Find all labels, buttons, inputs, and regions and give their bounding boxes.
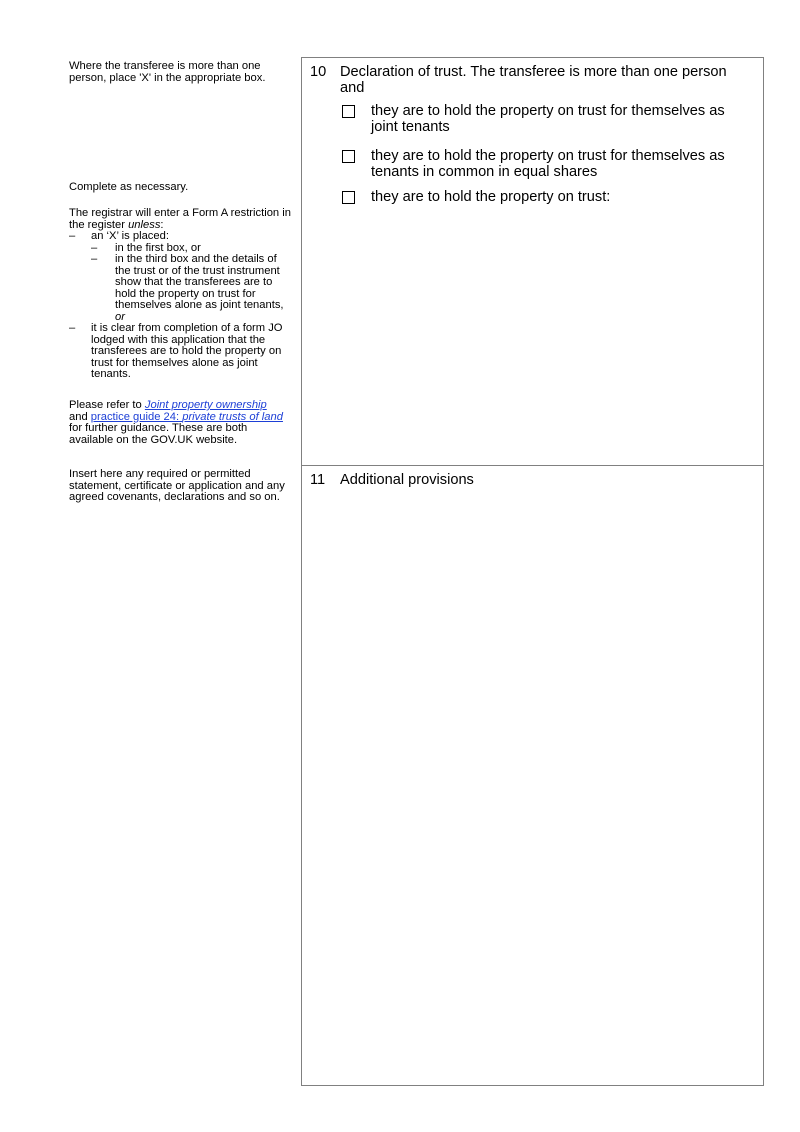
joint-property-ownership-link[interactable] bbox=[145, 399, 267, 411]
panel-declaration-of-trust bbox=[301, 57, 764, 466]
panel-11-title: Additional provisions bbox=[340, 472, 474, 488]
panel-10-number: 10 bbox=[310, 64, 327, 80]
checkbox-hold-on-trust[interactable] bbox=[342, 191, 355, 204]
note-more-than-one-text: Where the transferee is more than one person, place 'X' in the appropriate box. bbox=[69, 60, 266, 84]
note-insert bbox=[69, 469, 287, 504]
practice-guide-24-link[interactable] bbox=[91, 411, 283, 423]
note-complete bbox=[69, 182, 289, 194]
sub-condition-third-box-text: in the third box and the details of the trust or of the trust instrument show that the transferees are to hold the property on trust for themselves alone as joint tenants, bbox=[115, 253, 284, 311]
guidance-prefix: Please refer to bbox=[69, 399, 145, 411]
sub-condition-or: or bbox=[115, 310, 125, 323]
registrar-intro-text: The registrar will enter a Form A restriction in the register bbox=[69, 207, 291, 231]
practice-guide-24-link-text: practice guide 24: bbox=[90, 410, 183, 423]
sub-condition-third-box bbox=[91, 254, 294, 323]
checkbox-tenants-in-common[interactable] bbox=[342, 150, 355, 163]
guidance-suffix: for further guidance. These are both available on the GOV.UK website. bbox=[69, 422, 248, 446]
guidance-note bbox=[69, 400, 287, 446]
joint-property-ownership-link-text: Joint property ownership bbox=[144, 399, 267, 411]
trust-details-field[interactable] bbox=[370, 212, 750, 452]
note-more-than-one bbox=[69, 61, 284, 84]
option-joint-tenants-label: they are to hold the property on trust for themselves as joint tenants bbox=[371, 103, 725, 135]
option-hold-on-trust[interactable] bbox=[342, 189, 742, 205]
panel-10-title: Declaration of trust. The transferee is more than one person and bbox=[340, 64, 727, 96]
guidance-and: and bbox=[69, 410, 91, 423]
option-hold-on-trust-label: they are to hold the property on trust: bbox=[371, 189, 611, 205]
note-insert-text: Insert here any required or permitted statement, certificate or application and any agreed covenants, declarations and so on. bbox=[69, 468, 285, 503]
guidance-text bbox=[69, 400, 287, 446]
registrar-conditions-list bbox=[69, 231, 294, 381]
option-joint-tenants[interactable] bbox=[342, 103, 742, 135]
additional-provisions-field[interactable] bbox=[340, 496, 750, 1071]
registrar-note bbox=[69, 208, 294, 381]
condition-form-jo-text: it is clear from completion of a form JO lodged with this application that the transferees are to hold the property on trust for themselves alone as joint tenants. bbox=[91, 322, 283, 380]
condition-x-placed-text: an ‘X’ is placed: bbox=[91, 230, 169, 242]
registrar-intro-unless: unless bbox=[128, 218, 161, 231]
checkbox-joint-tenants[interactable] bbox=[342, 105, 355, 118]
practice-guide-24-link-italic: private trusts of land bbox=[182, 410, 283, 423]
registrar-intro bbox=[69, 208, 294, 231]
option-tenants-in-common[interactable] bbox=[342, 148, 742, 180]
note-complete-text: Complete as necessary. bbox=[69, 181, 189, 193]
sub-condition-first-box-text: in the first box, or bbox=[115, 241, 201, 254]
panel-additional-provisions bbox=[301, 465, 764, 1086]
panel-11-number: 11 bbox=[310, 472, 326, 488]
registrar-intro-colon: : bbox=[160, 218, 164, 231]
condition-x-placed bbox=[69, 231, 294, 323]
sub-conditions-list bbox=[91, 243, 294, 324]
condition-form-jo bbox=[69, 323, 294, 381]
option-tenants-in-common-label: they are to hold the property on trust for themselves as tenants in common in equal shares bbox=[371, 148, 725, 180]
